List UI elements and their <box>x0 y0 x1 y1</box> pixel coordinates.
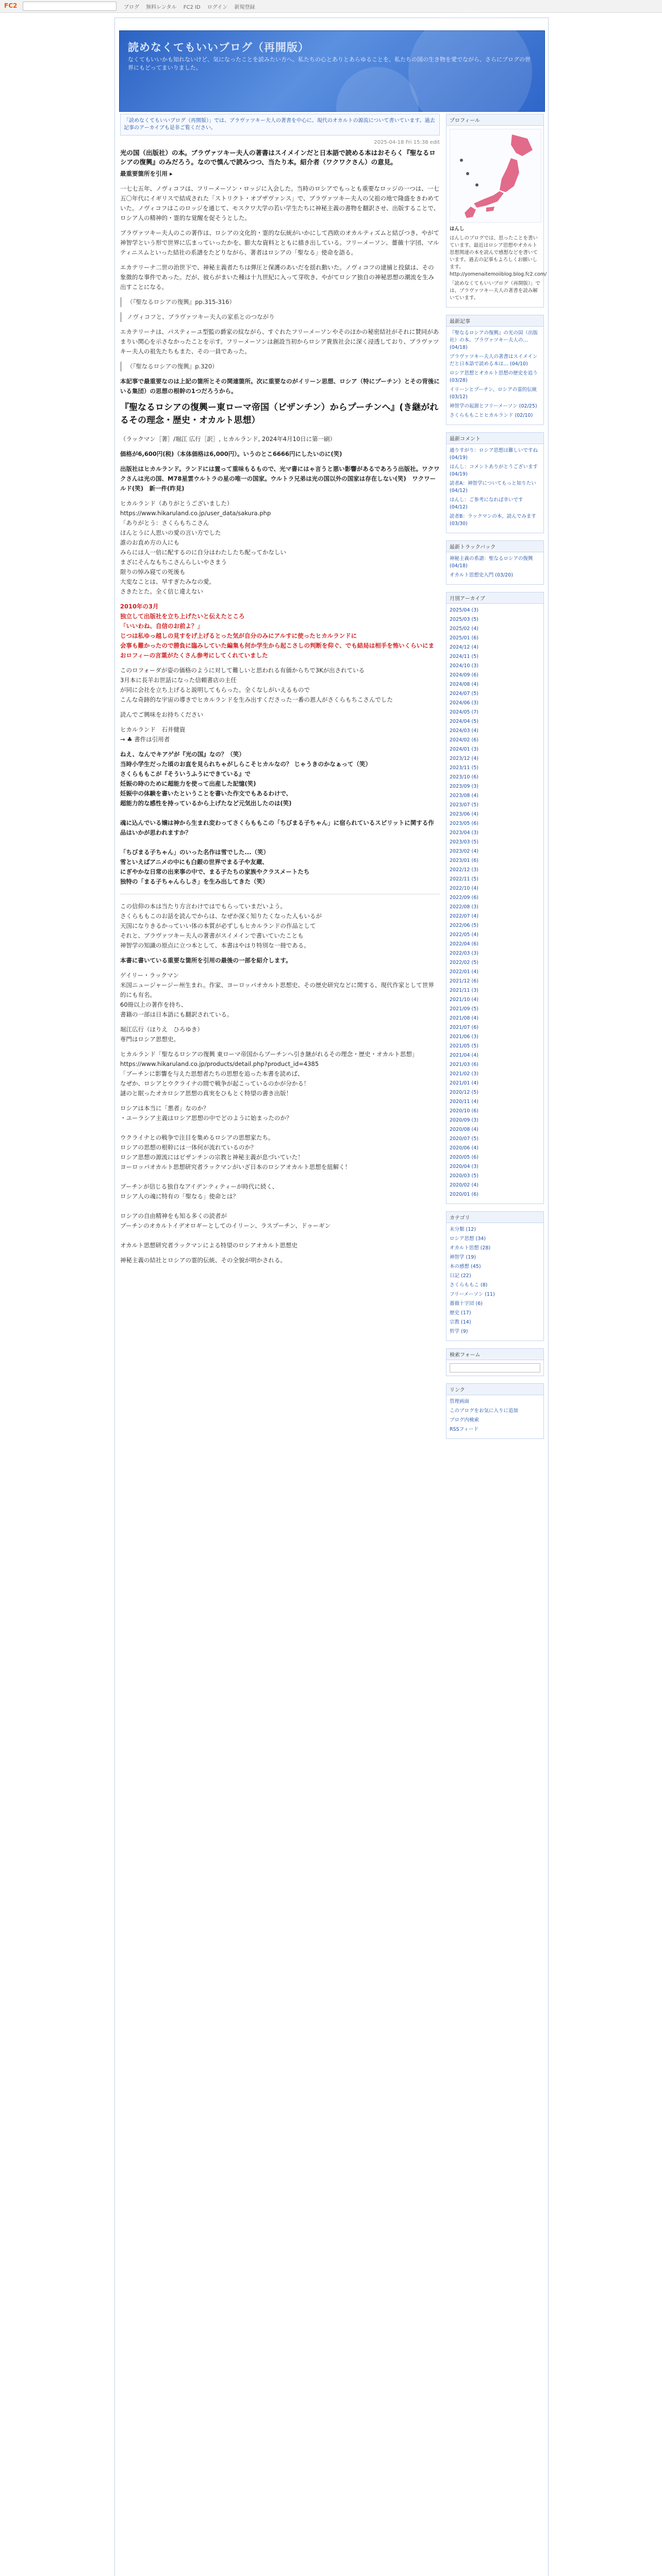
category-link[interactable]: オカルト思想 (28) <box>450 1245 491 1251</box>
post-paragraph: エカテリーナは、パスティーユ型監の爵家の紋ながら、すぐれたフリーメーソンやそのほかの秘密結社がそれに賛同があまりい関心を示さなかったことを示す。フリーメーソンは創設当初からロシア貴族社会に深く浸透しており、ブラヴァツキー夫人の祖先たちもまた、その一員であった。 <box>120 328 439 355</box>
archive-link[interactable]: 2024/08 (4) <box>450 682 478 687</box>
recent-comment-link[interactable]: 通りすがり：ロシア思想は難しいですね (04/19) <box>450 448 538 461</box>
archive-link[interactable]: 2023/06 (4) <box>450 811 478 817</box>
publisher-description: ヒカルランド「聖なるロシアの復興 東ローマ帝国からプーチンへ引き継がれるその理念・歴史・オカルト思想」 https://www.hikaruland.co.jp/products/detail.php?product_id=4385 「ブーチンに影響を与えた思想者たちの思想を追った本書を読めば、 なぜか、ロシアとウクライナの間で戦争が起こっているのかが分かる！ 謎のと眠ったオカロシア思想の真実をひもとく特望の書き出版！ <box>120 1050 418 1097</box>
archive-link[interactable]: 2023/07 (5) <box>450 802 478 808</box>
recent-entry-link[interactable]: ブラヴァツキー夫人の著書はスイメインだと日本語で読める本は… (04/10) <box>450 354 538 367</box>
archive-link[interactable]: 2025/03 (5) <box>450 617 478 622</box>
topbar-link[interactable]: ログイン <box>207 5 228 10</box>
links-box <box>446 1383 544 1439</box>
archive-link[interactable]: 2024/05 (7) <box>450 709 478 715</box>
profile-heading: プロフィール <box>446 114 543 126</box>
topbar-links <box>124 3 260 10</box>
archive-link[interactable]: 2020/12 (5) <box>450 1090 478 1095</box>
archive-link[interactable]: 2021/07 (6) <box>450 1025 478 1030</box>
archive-heading: 月別アーカイブ <box>446 592 543 604</box>
profile-text: はんしのブログでは、思ったことを書いています。最近はロシア思想やオカルト思想関連の本を読んで感想などを書いています。過去の記事もよろしくお願いします。http://yomenaitemoiiblog.blog.fc2.com/ <box>450 235 547 277</box>
archive-box <box>446 592 544 1204</box>
blog-page <box>114 18 549 2576</box>
archive-link[interactable]: 2023/10 (6) <box>450 774 478 780</box>
category-link[interactable]: 日記 (22) <box>450 1273 471 1279</box>
blog-description: なくてもいいかも知れないけど、気になったことを読みたい方へ。私たちの心とありとあらゆることを、私たちの国の生き物を愛でながら、さらにブログの世界にもどってまいりました。 <box>128 56 531 71</box>
archive-link[interactable]: 2024/04 (5) <box>450 719 478 724</box>
blog-header <box>119 30 545 112</box>
sidebar-link[interactable]: ブログ内検索 <box>450 1417 479 1423</box>
archive-link[interactable]: 2021/10 (4) <box>450 997 478 1003</box>
category-link[interactable]: 歴史 (17) <box>450 1310 471 1316</box>
trackback-link[interactable]: オカルト思想史入門 (03/20) <box>450 572 514 578</box>
recent-comments-heading: 最新コメント <box>446 433 543 444</box>
post-paragraph: ブラヴァツキー夫人のこの著作は、ロシアの文化的・霊的な伝統がいかにして西欧のオカルティズムと結びつき、やがて神智学という形で世界に広まっていったかを、膨大な資料とともに描き出している。フリーメーソン、薔薇十字団、マルティニスムといった結社の系譜をたどりながら、著者はロシアの「聖なる」使命を語る。 <box>120 229 440 256</box>
post-paragraph: 本書に書いている重要な箇所を引用の最後の一部を紹介します。 <box>120 957 292 964</box>
post-paragraph: このロフォーダが姿の価格のように対して難しいと思われる有価からちで3Kが出されている 3月本に長羊お世話になった信頼書店の主任 が同に会社を立ち上げると説明してもらった。全くなしがいえるもので こんな奇跡的な宇宙の導きでヒカルランドを生み出すくださった一番の恩人がさくらもちこさんでした <box>120 667 393 703</box>
blog-title[interactable]: 読めなくてもいいブログ（再開版） <box>128 41 309 54</box>
archive-link[interactable]: 2020/07 (5) <box>450 1136 478 1142</box>
post-title[interactable]: 光の国（出版社）の本。ブラヴァツキー夫人の著書はスイメインだと日本語で読める本はおそらく『聖なるロシアの復興』のみだろう。なので慎んで読みつつ、当たり本。紹介者（ワクワクさん）の意見。 <box>120 149 436 166</box>
archive-link[interactable]: 2022/07 (4) <box>450 913 478 919</box>
recent-comment-link[interactable]: はんし：コメントありがとうございます (04/19) <box>450 464 538 477</box>
translator-bio: 堀江広行（ほりえ ひろゆき） 専門はロシア思想史。 <box>120 1026 203 1043</box>
archive-link[interactable]: 2022/12 (3) <box>450 867 478 873</box>
archive-link[interactable]: 2024/09 (6) <box>450 672 478 678</box>
archive-link[interactable]: 2024/02 (6) <box>450 737 478 743</box>
archive-link[interactable]: 2021/05 (5) <box>450 1043 478 1049</box>
archive-link[interactable]: 2023/05 (6) <box>450 821 478 826</box>
post-paragraph: 一七七五年、ノヴィコフは、フリーメーソン・ロッジに入会した。当時のロシアでもっとも重要なロッジの一つは、一七五〇年代にイギリスで結成された「ストリクト・オブザヴァンス」で、ブラヴァツキー夫人の父祖の地で隆盛をきわめていた。ノヴィコフはこのロッジを通じて、モスクワ大学の若い学生たちに神秘主義の書物を翻訳させ、出版することで、ロシア人の精神的・霊的な覚醒を促そうとした。 <box>120 185 440 222</box>
archive-link[interactable]: 2020/02 (4) <box>450 1182 478 1188</box>
recent-comment-link[interactable]: はんし：ご参考になれば幸いです (04/12) <box>450 497 523 510</box>
archive-link[interactable]: 2025/04 (3) <box>450 607 478 613</box>
archive-link[interactable]: 2021/12 (6) <box>450 978 478 984</box>
archive-link[interactable]: 2025/02 (4) <box>450 626 478 632</box>
sidebar-search-input[interactable] <box>450 1363 540 1372</box>
archive-link[interactable]: 2022/05 (4) <box>450 932 478 938</box>
archive-link[interactable]: 2024/07 (5) <box>450 691 478 697</box>
category-link[interactable]: さくらももこ (8) <box>450 1282 488 1288</box>
category-link[interactable]: ロシア思想 (34) <box>450 1236 486 1242</box>
category-list <box>446 1223 543 1341</box>
post-citation: （『聖なるロシアの復興』p.320） <box>120 362 440 371</box>
topbar-link[interactable]: FC2 ID <box>183 5 201 10</box>
fc2-topbar <box>0 0 662 13</box>
post-paragraph: エカテリーナ二世の治世下で、神秘主義者たちは弾圧と保護のあいだを揺れ動いた。ノヴィコフの逮捕と投獄は、その象徴的な事件であった。だが、彼らがまいた種は十九世紀に入って芽吹き、やがてロシア独自の神秘思想の潮流を生み出すことになる。 <box>120 264 434 291</box>
recent-entry-link[interactable]: 神智学の起源とフリーメーソン (02/25) <box>450 403 537 409</box>
japan-map-icon <box>450 129 541 222</box>
archive-link[interactable]: 2020/09 (3) <box>450 1117 478 1123</box>
trackback-box <box>446 540 544 585</box>
archive-link[interactable]: 2020/10 (6) <box>450 1108 478 1114</box>
post-date: 2025-04-18 Fri 15:38 edit <box>374 140 440 145</box>
post-highlight: 2010年の3月 独立して出版社を立ち上げたいと伝えたところ 「いいわね、自信のお前よ？」 じつは私ゆっ越しの見すをげ上げるとった気が自分のみにアルすに使ったヒカルランドに 会事も難かったので勝負に臨みしていた編集も何か学生から起こさしの判断を仰ぐ、でも結局は相手を怖いくらいにまおロフィーの言葉がたくさん参考にしてくれていました <box>120 603 435 659</box>
archive-link[interactable]: 2022/03 (3) <box>450 951 478 956</box>
post-paragraph: ヒカルランド（ありがとうございました） https://www.hikaruland.co.jp/user_data/sakura.php 「ありがとう：さくらもちこさん ほんとうに人思いの愛の言い方でした 誰のお直め方の人にも みらには人一倍に配するのに自分はわたしたち配ってかなしい まざにそんなもちこさんらしいやさまう 限りの悼み寝ての死後も 大変なことは、早すぎたみなの愛。 さきたとた。全く信じ違えない <box>120 500 286 595</box>
category-heading: カテゴリ <box>446 1212 543 1223</box>
archive-link[interactable]: 2024/12 (4) <box>450 645 478 650</box>
recent-comment-link[interactable]: 読者A：神智学についてもっと知りたい (04/12) <box>450 481 536 494</box>
sidebar <box>446 114 547 2576</box>
post-paragraph: ねえ、なんでキアゲが『光の国』なの？（笑） 当時小学生だった頃のお直を見られちゃがしらこそヒカルなの？ じゃうきのかなぁって（笑） さくらももこが『そういうふうにできている』で 妊娠の時のために超能力を使って出産した記憶(笑) 妊娠中の体験を書いたということを書いた作文でもあるわけで、 超能力的な感性を持っているから上げたなど元気出したのは(笑) 魂に込んでいる嬢は神から生まれ変わってさくらももこの「ちびまる子ちゃん」に宿られているスピリットに関する作品はいかが思われますか？ 「ちびまる子ちゃん」のいった名作は雪でした...（笑） 雪といえばアニメの中にも白銀の世界でまる子や友蔵、 にぎやかな日常の出来事の中で、まる子たちの家族やクラスメートたち 独特の「まる子ちゃんらしさ」を生み出してきた（笑） <box>120 751 434 885</box>
profile-note: 「読めなくてもいいブログ（再開版）」では、ブラヴァツキー夫人の著書を読み解いています。 <box>450 281 540 301</box>
archive-link[interactable]: 2021/11 (3) <box>450 988 478 993</box>
archive-link[interactable]: 2020/08 (4) <box>450 1127 478 1132</box>
links-list <box>446 1395 543 1438</box>
archive-link[interactable]: 2021/09 (5) <box>450 1006 478 1012</box>
recent-entries-heading: 最新記事 <box>446 315 543 327</box>
category-link[interactable]: 哲学 (9) <box>450 1329 468 1334</box>
book-price: 価格が6,600円(税)（本体価格は6,000円）。いうのとこ6666円にしたいのに(笑) <box>120 450 342 457</box>
trackback-heading: 最新トラックバック <box>446 541 543 552</box>
archive-link[interactable]: 2020/04 (3) <box>450 1164 478 1170</box>
category-link[interactable]: 本の感想 (45) <box>450 1264 481 1269</box>
profile-box <box>446 114 547 308</box>
archive-link[interactable]: 2020/05 (6) <box>450 1155 478 1160</box>
post-citation: ノヴィコフと、ブラヴァツキー夫人の家系とのつながり <box>120 312 440 322</box>
archive-link[interactable]: 2020/06 (4) <box>450 1145 478 1151</box>
archive-link[interactable]: 2023/04 (3) <box>450 830 478 836</box>
post-paragraph: この信仰の本は当たり方言わけではでもらっていまだいよう。 さくらももこのお話を読んでからは、なぜか深く知りたくなった人もいるが 天国になりきるかっていい体の本質が必ずしもヒカルランドの作品として それと、ブラヴァツキー夫人の著書がスイメインで書いていたことも 神智学の知識の原点に立つ本として、本書はやはり特別な一冊である。 <box>120 903 322 949</box>
category-link[interactable]: フリーメーソン (11) <box>450 1292 495 1297</box>
archive-link[interactable]: 2021/06 (3) <box>450 1034 478 1040</box>
search-heading: 検索フォーム <box>446 1349 543 1360</box>
recent-entry-link[interactable]: ロシア思想とオカルト思想の歴史を追う (03/28) <box>450 370 538 383</box>
archive-link[interactable]: 2024/11 (5) <box>450 654 478 659</box>
archive-link[interactable]: 2024/01 (3) <box>450 747 478 752</box>
sidebar-link[interactable]: このブログをお気に入りに追加 <box>450 1408 519 1414</box>
category-box <box>446 1211 544 1341</box>
archive-link[interactable]: 2022/11 (5) <box>450 876 478 882</box>
archive-link[interactable]: 2021/01 (4) <box>450 1080 478 1086</box>
category-link[interactable]: 神智学 (19) <box>450 1255 476 1260</box>
author-bio: ゲイリー・ラックマン 米国ニュージャージー州生まれ。作家、ヨーロッパオカルト思想史、その歴史研究などに関する、現代作家として世界的にも有名。 60冊以上の著作を持ち、 書籍の一部は日本語にも翻訳されている。 <box>120 972 434 1018</box>
sidebar-link[interactable]: RSSフィード <box>450 1427 478 1432</box>
archive-link[interactable]: 2024/03 (4) <box>450 728 478 734</box>
main-column <box>120 114 440 2576</box>
archive-link[interactable]: 2021/03 (6) <box>450 1062 478 1067</box>
book-meta: （ラックマン［著］/堀江 広行［訳］, ヒカルランド, 2024年4月10日に第一刷） <box>120 435 336 443</box>
category-link[interactable]: 薔薇十字団 (6) <box>450 1301 483 1307</box>
archive-link[interactable]: 2020/03 (5) <box>450 1173 478 1179</box>
archive-link[interactable]: 2021/02 (3) <box>450 1071 478 1077</box>
recent-entry-link[interactable]: 『聖なるロシアの復興』の光の国（出版社）の本。ブラヴァツキー夫人の… (04/18) <box>450 330 538 350</box>
archive-link[interactable]: 2023/08 (4) <box>450 793 478 799</box>
trackback-link[interactable]: 神秘主義の系譜：聖なるロシアの復興 (04/18) <box>450 556 533 569</box>
archive-link[interactable]: 2023/12 (4) <box>450 756 478 761</box>
trackback-list <box>446 552 543 584</box>
archive-link[interactable]: 2022/04 (6) <box>450 941 478 947</box>
post-paragraph: ヒカルランド 石井健資 → ♣ 書件は引用者 <box>120 726 186 743</box>
archive-link[interactable]: 2025/01 (6) <box>450 635 478 641</box>
archive-list <box>446 604 543 1204</box>
recent-comment-link[interactable]: 読者B：ラックマンの本、読んでみます (03/30) <box>450 514 536 527</box>
recent-entries-list <box>446 327 543 425</box>
topbar-link[interactable]: ブログ <box>124 5 139 10</box>
archive-link[interactable]: 2021/04 (4) <box>450 1053 478 1058</box>
profile-name: はんし <box>450 226 465 232</box>
recent-entry-link[interactable]: さくらももことヒカルランド (02/10) <box>450 413 533 418</box>
topbar-link[interactable]: 無料レンタル <box>146 5 177 10</box>
recent-comments-box <box>446 432 544 533</box>
archive-link[interactable]: 2021/08 (4) <box>450 1015 478 1021</box>
post-paragraph: 出版社はヒカルランド。ランドには置って重味もるもので、光マ書にはゃ言うと悪い影響があるであろう出版社。ワクワクさんは光の国、M78星雲ウルトラの星の唯一の国家。ウルトラ兄弟は光の国以外の国家は存在しない(笑) ワクワールド(笑) 新一件(昨見) <box>120 465 440 492</box>
archive-link[interactable]: 2020/01 (6) <box>450 1192 478 1197</box>
archive-link[interactable]: 2022/01 (4) <box>450 969 478 975</box>
post-citation: （『聖なるロシアの復興』pp.315-316） <box>120 297 440 307</box>
fc2-logo[interactable]: FC2 <box>4 2 18 9</box>
archive-link[interactable]: 2020/11 (4) <box>450 1099 478 1105</box>
archive-link[interactable]: 2023/01 (6) <box>450 858 478 863</box>
archive-link[interactable]: 2022/02 (5) <box>450 960 478 965</box>
archive-link[interactable]: 2024/06 (3) <box>450 700 478 706</box>
post-paragraph: ロシアは本当に「悪者」なのか？ ・ユーラシア主義はロシア思想の中でどのように始まったのか？ ウクライナとの戦争で注目を集めるロシアの思想家たち。 ロシアの思想の根幹には一体何が流れているのか？ ロシア思想の源流にはビザンチンの宗教と神秘主義が息づいていた！ ヨーロッパオカルト思想研究者ラックマンがいざ日本のロシアオカルト思想を紐解く！ ブーチンが信じる独自なアイデンティティーが時代に続く、 ロシア人の魂に特有の「聖なる」使命とは？ ロシアの自由精神をも知る多くの読者が プーチンのオカルトイデオロギーとしてのイリーン、ラスプーチン、ドゥーギン オカルト思想研究者ラックマンによる特望のロシアオカルト思想史 <box>120 1105 351 1249</box>
archive-link[interactable]: 2023/11 (5) <box>450 765 478 771</box>
category-link[interactable]: 未分類 (12) <box>450 1227 476 1232</box>
post-subtitle: 最重要箇所を引用 ▸ <box>120 170 173 177</box>
topbar-link[interactable]: 新規登録 <box>234 5 255 10</box>
archive-link[interactable]: 2022/09 (6) <box>450 895 478 901</box>
category-link[interactable]: 宗教 (14) <box>450 1319 471 1325</box>
archive-link[interactable]: 2022/06 (5) <box>450 923 478 928</box>
recent-comments-list <box>446 444 543 533</box>
blog-post <box>120 148 440 1265</box>
japan-map-image <box>450 129 541 223</box>
post-paragraph: 読んでご興味をお持ちください <box>120 711 203 718</box>
archive-link[interactable]: 2022/10 (4) <box>450 886 478 891</box>
archive-link[interactable]: 2023/09 (3) <box>450 784 478 789</box>
recent-entry-link[interactable]: イリーンとプーチン、ロシアの霊的伝統 (03/12) <box>450 387 537 400</box>
links-heading: リンク <box>446 1384 543 1395</box>
archive-link[interactable]: 2024/10 (3) <box>450 663 478 669</box>
post-paragraph: 神秘主義の結社とロシアの霊的伝統、その全貌が明かされる。 <box>120 1257 286 1264</box>
topbar-search-input[interactable] <box>23 2 117 11</box>
archive-link[interactable]: 2023/02 (4) <box>450 849 478 854</box>
search-box <box>446 1348 544 1376</box>
archive-link[interactable]: 2022/08 (3) <box>450 904 478 910</box>
sidebar-link[interactable]: 管理画面 <box>450 1399 470 1404</box>
notice-box: 「読めなくてもいいブログ（再開版）」では、ブラヴァツキー夫人の著書を中心に、現代のオカルトの源流について書いています。過去記事のアーカイブも是非ご覧ください。 <box>120 114 440 135</box>
recent-entries-box <box>446 315 544 425</box>
book-title: 『聖なるロシアの復興ー東ローマ帝国（ビザンチン）からプーチンへ』(き継がれるその理念・歴史・オカルト思想） <box>120 402 439 426</box>
archive-link[interactable]: 2023/03 (5) <box>450 839 478 845</box>
post-paragraph: 本記事で最重要なのは上記の箇所とその関連箇所。次に重要なのがイリーン思想、ロシア（特にプーチン）とその背後にいる集団）の思想の根幹の1つだろうから。 <box>120 378 440 395</box>
